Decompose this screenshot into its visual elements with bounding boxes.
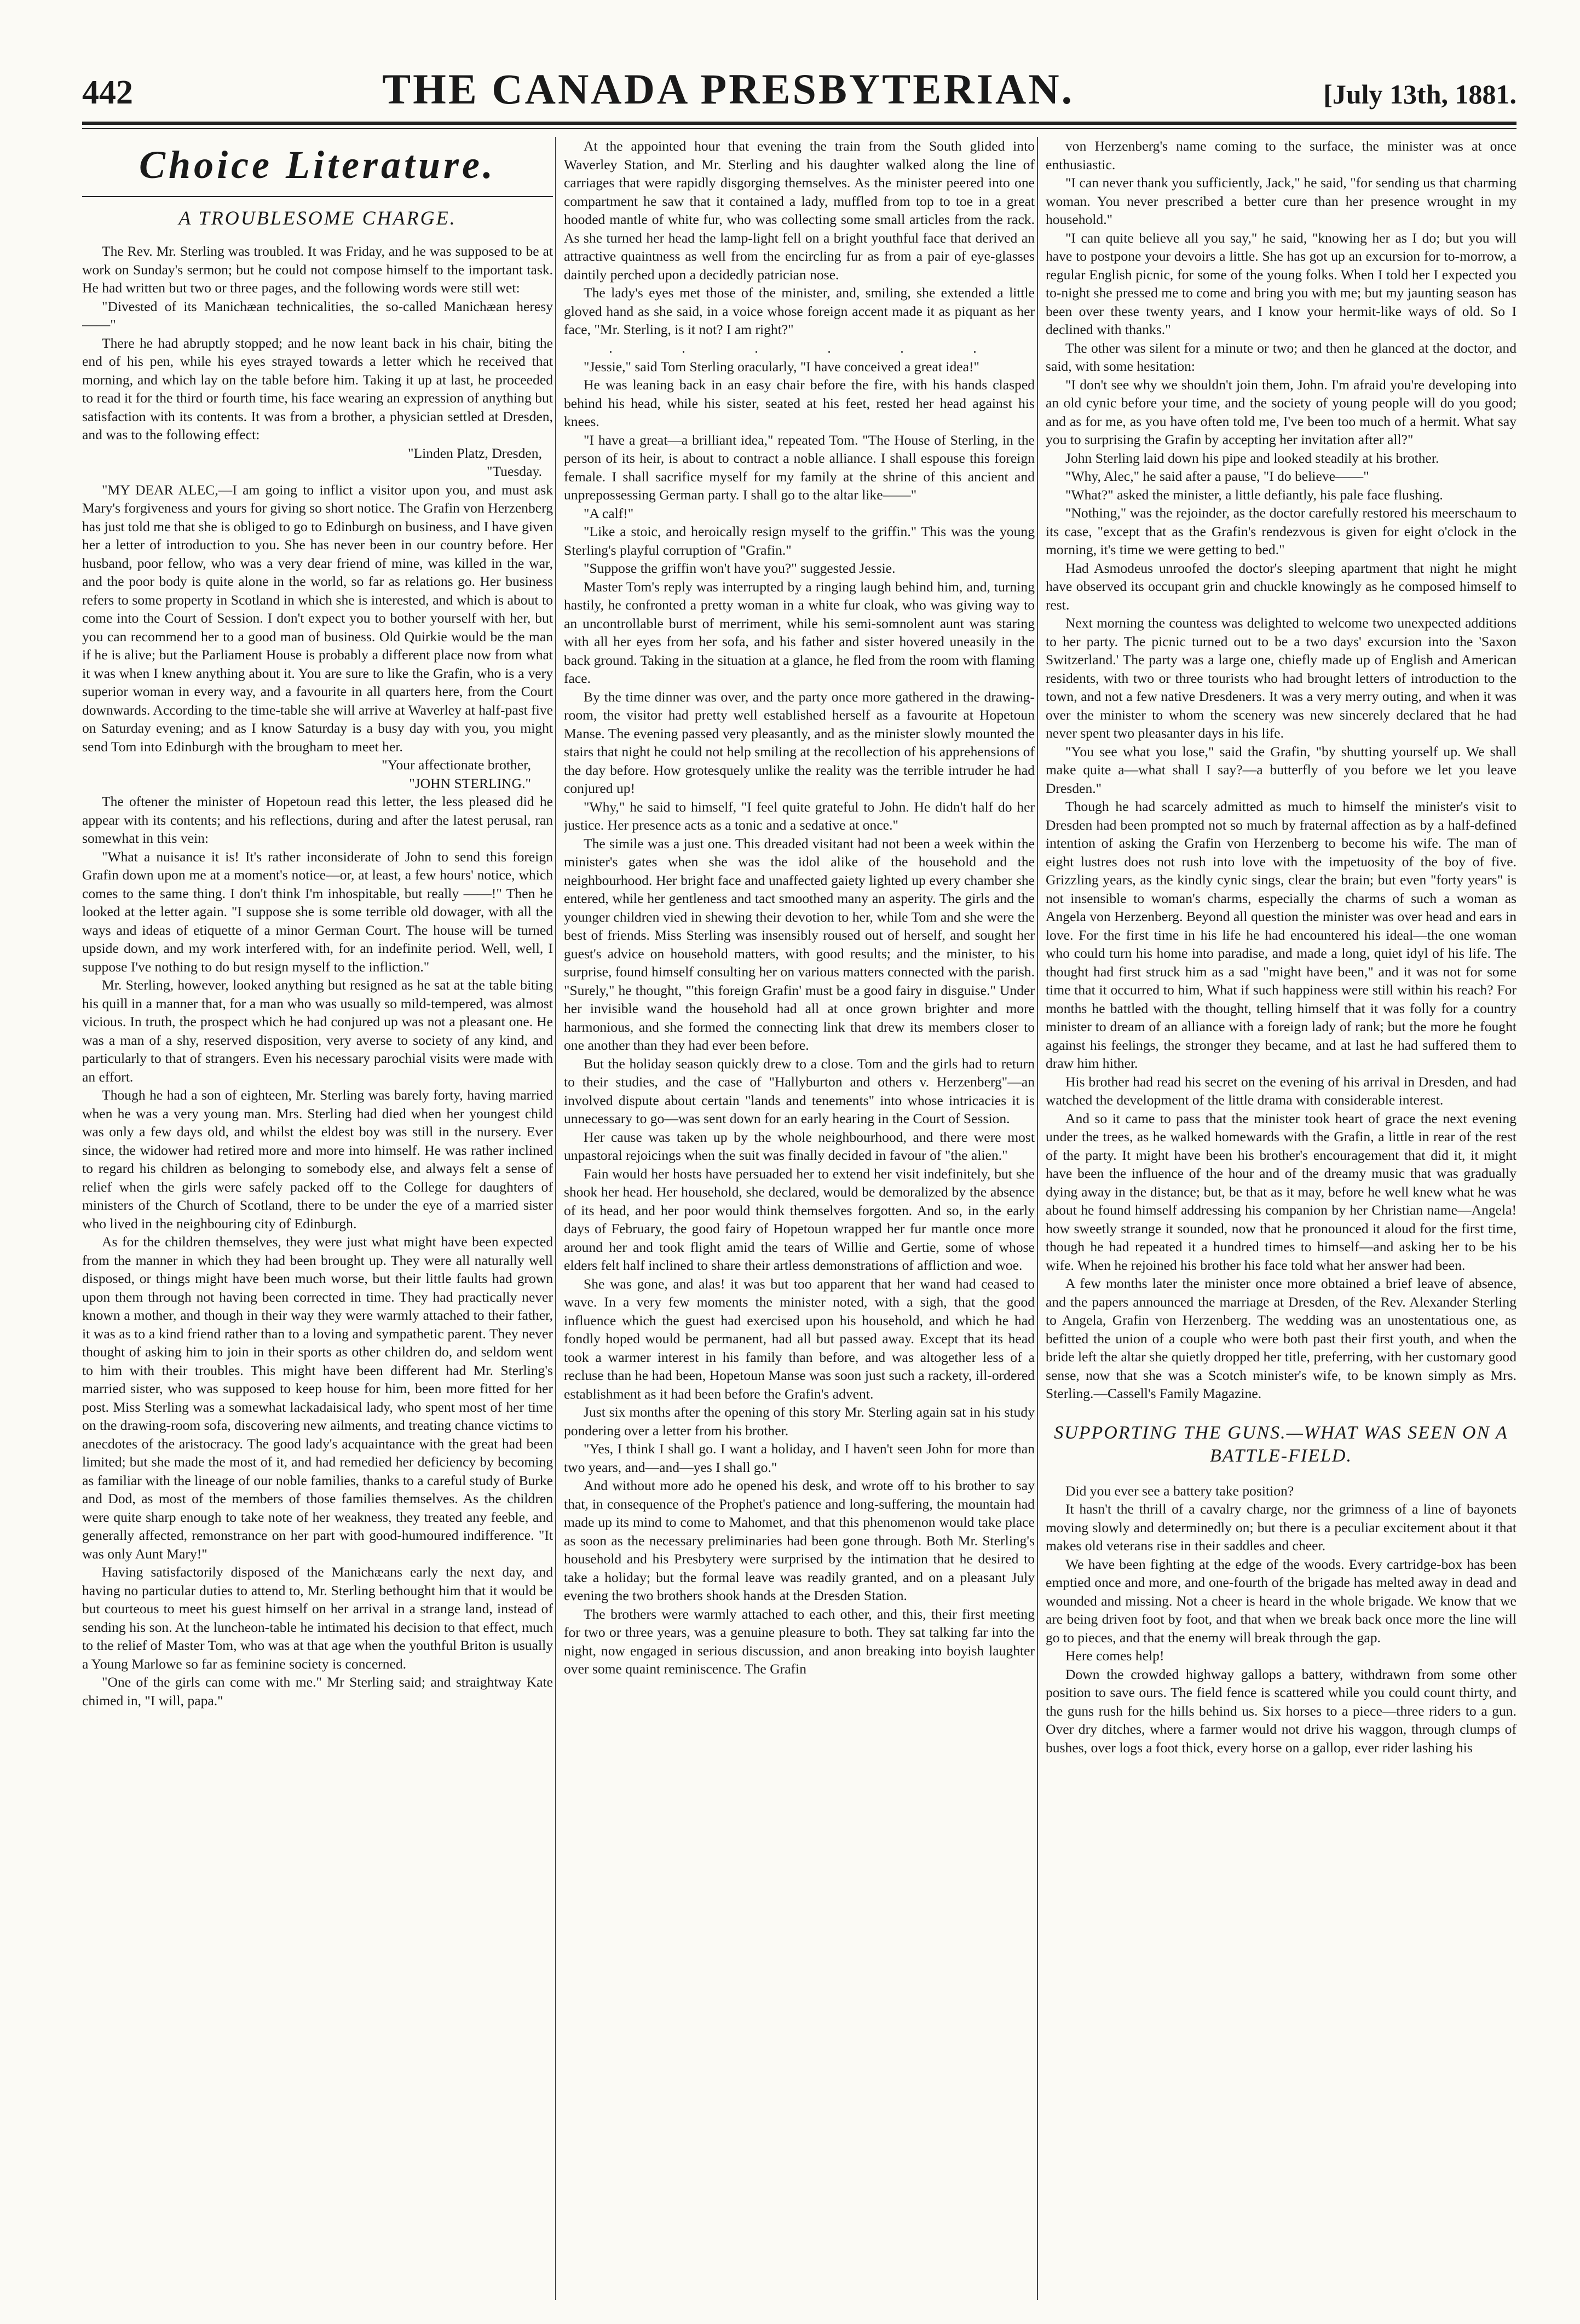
paragraph: "Yes, I think I shall go. I want a holiday, and I haven't seen John for more than two years, and—and—yes I shall go.": [564, 1441, 1035, 1475]
paragraph: Here comes help!: [1065, 1648, 1164, 1664]
paragraph: There he had abruptly stopped; and he now leant back in his chair, biting the end of his pen, while his eyes strayed towards a letter which he received that morning, and which lay on the table before him. Taking it up at last, he proceeded to read it for the third or fourth time, his face wearing an expression of anything but satisfaction with its contents. It was from a brother, a physician settled at Dresden, and was to the following effect:: [82, 335, 553, 442]
paragraph: Had Asmodeus unroofed the doctor's sleeping apartment that night he might have observed its occupant grin and chuckle knowingly as he composed himself to rest.: [1046, 560, 1516, 613]
paragraph: "Why," he said to himself, "I feel quite grateful to John. He didn't half do her justice. Her presence acts as a tonic and a sedative at once.": [564, 798, 1035, 833]
paragraph: And so it came to pass that the minister took heart of grace the next evening under the trees, as he walked homewards with the Grafin, a little in rear of the rest of the party. It might have been his brother's encouragement that did it, it might have been the influence of the hour and of the dreamy music that was gradually dying away in the distance; but, be that as it may, before he well knew what he was about he found himself addressing his companion by her Christian name—Angela! how sweetly strange it sounded, now that he pronounced it aloud for the first time, though he had repeated it a hundred times to himself—and asking her to be his wife. When he rejoined his brother his face told what her answer had been.: [1046, 1110, 1516, 1273]
story-title-2: SUPPORTING THE GUNS.—WHAT WAS SEEN ON A BATTLE-FIELD.: [1054, 1422, 1508, 1466]
paragraph: "Like a stoic, and heroically resign myself to the griffin." This was the young Sterling's playful corruption of "Grafin.": [564, 524, 1035, 558]
column-1-body: [82, 242, 553, 1710]
paragraph: Just six months after the opening of this story Mr. Sterling again sat in his study pondering over a letter from his brother.: [564, 1404, 1035, 1439]
masthead-rule-thin: [82, 128, 1516, 129]
paragraph: Next morning the countess was delighted to welcome two unexpected additions to her party. The picnic turned out to be a two days' excursion into the 'Saxon Switzerland.' The party was a large one, chiefly made up of English and American residents, with two or three tourists who had brought letters of introduction to the town, and not a few native Dresdeners. It was a very merry outing, and when it was over the minister to whom the scenery was new sincerely declared that he had never spent two pleasanter days in his life.: [1046, 615, 1516, 741]
paragraph: "Linden Platz, Dresden,: [408, 445, 542, 461]
paper-title: THE CANADA PRESBYTERIAN.: [382, 65, 1075, 113]
paragraph: The simile was a just one. This dreaded visitant had not been a week within the minister's gates when she was the idol alike of the household and the neighbourhood. Her bright face and unaffected gaiety lighted up every chamber she entered, while her gentleness and tact smoothed many an asperity. The girls and the younger children vied in shewing their devotion to her, while Tom and she were the best of friends. Miss Sterling was insensibly roused out of herself, and sought her guest's advice on household matters, with good results; and the minister, to his surprise, found himself consulting her on various matters connected with the parish. "Surely," he thought, "'this foreign Grafin' must be a good fairy in disguise." Under her invisible wand the household had all at once grown brighter and more harmonious, and she formed the connecting link that drew its members closer to one another than they had ever been before.: [564, 835, 1035, 1053]
paragraph: Having satisfactorily disposed of the Manichæans early the next day, and having no particular duties to attend to, Mr. Sterling bethought him that it would be but courteous to meet his guest himself on her arrival in a strange land, instead of sending his son. At the luncheon-table he intimated his decision to that effect, much to the relief of Master Tom, who was at that age when the youthful Briton is usually a Young Marlowe so far as feminine society is concerned.: [82, 1564, 553, 1672]
paragraph: "One of the girls can come with me." Mr Sterling said; and straightway Kate chimed in, "I will, papa.": [82, 1674, 553, 1709]
column-3-body: [1046, 137, 1516, 1403]
paragraph: "I can never thank you sufficiently, Jack," he said, "for sending us that charming woman. You never prescribed a better cure than her presence wrought in my household.": [1046, 175, 1516, 227]
paragraph: "Why, Alec," he said after a pause, "I do believe——": [1065, 468, 1369, 484]
masthead-rule: [82, 122, 1516, 125]
column-1: [82, 137, 553, 2300]
paragraph: As for the children themselves, they were just what might have been expected from the manner in which they had been brought up. They were all naturally well disposed, or things might have been much worse, but their little faults had grown upon them through not having been corrected in time. They had practically never known a mother, and though in their way they were warmly attached to their father, it was as to a kind friend rather than to a loving and sympathetic parent. They never thought of asking him to join in their sports as other children do, and seldom went to him with their troubles. This might have been different had Mr. Sterling's married sister, who was supposed to keep house for him, been more fitted for her post. Miss Sterling was a somewhat lackadaisical lady, who spent most of her time on the drawing-room sofa, discovering new ailments, and treating chance victims to anecdotes of the aristocracy. The good lady's acquaintance with the great had been limited; but she made the most of it, and had remedied her deficiency by becoming as familiar with the lineage of our noble families, thanks to a careful study of Burke and Dod, as most of the members of those families themselves. As the children were quite sharp enough to take note of her weakness, they treated any feeble, and generally affected, remonstrance on her part with good-humoured indifference. "It was only Aunt Mary!": [82, 1234, 553, 1562]
paragraph: The Rev. Mr. Sterling was troubled. It was Friday, and he was supposed to be at work on Sunday's sermon; but he could not compose himself to the important task. He had written but two or three pages, and the following words were still wet:: [82, 243, 553, 296]
paragraph: "A calf!": [584, 505, 634, 521]
paragraph: His brother had read his secret on the evening of his arrival in Dresden, and had watched the development of the little drama with considerable interest.: [1046, 1073, 1516, 1108]
story-title: A TROUBLESOME CHARGE.: [178, 207, 457, 229]
paragraph: "What?" asked the minister, a little defiantly, his pale face flushing.: [1065, 486, 1443, 503]
paragraph: We have been fighting at the edge of the woods. Every cartridge-box has been emptied once and more, and one-fourth of the brigade has melted away in dead and wounded and missing. Not a cheer is heard in the whole brigade. We know that we are being driven foot by foot, and that when we break back once more the line will go to pieces, and that the enemy will break through the gap.: [1046, 1556, 1516, 1646]
paragraph: The other was silent for a minute or two; and then he glanced at the doctor, and said, with some hesitation:: [1046, 340, 1516, 374]
paragraph: "MY DEAR ALEC,—I am going to inflict a visitor upon you, and must ask Mary's forgiveness and yours for giving so short notice. The Grafin von Herzenberg has just told me that she is obliged to go to Edinburgh on business, and I have given her a letter of introduction to you. She has never been in our country before. Her husband, poor fellow, who was a very dear friend of mine, was killed in the war, and the poor body is quite alone in the world, so far as relations go. Her business refers to some property in Scotland in which she is interested, and which is about to come into the Court of Session. I don't expect you to bother yourself with her, but you can recommend her to a good man of business. Old Quirkie would be the man if he is alive; but the Parliament House is probably a different place now from what it was when I knew anything about it. You are sure to like the Grafin, who is a very superior woman in every way, and a favourite in all quarters here, from the Court downwards. According to the time-table she will arrive at Waverley at half-past five on Saturday evening; and as I know Saturday is a busy day with you, you might send Tom into Edinburgh with the brougham to meet her.: [82, 481, 553, 755]
paragraph: "JOHN STERLING.": [409, 775, 531, 791]
column-3: [1046, 137, 1516, 2300]
paragraph: "I don't see why we shouldn't join them, John. I'm afraid you're developing into an old cynic before your time, and the society of young people will do you good; and as for me, as you have often told me, I've been too much of a hermit. What say you to surprising the Grafin by accepting her invitation after all?": [1046, 376, 1516, 447]
column-divider: [1037, 137, 1038, 2300]
paragraph: "Tuesday.: [487, 463, 542, 479]
page-number: 442: [82, 74, 133, 111]
paragraph: "Nothing," was the rejoinder, as the doctor carefully restored his meerschaum to its case, "except that as the Grafin's rendezvous is given for eight o'clock in the morning, it's time we were getting to bed.": [1046, 505, 1516, 557]
section-heading: Choice Literature.: [139, 143, 496, 187]
paragraph: At the appointed hour that evening the train from the South glided into Waverley Station, and Mr. Sterling and his daughter walked along the line of carriages that were rapidly disgorging themselves. As the minister peered into one compartment he saw that it contained a lady, muffled from top to toe in a great hooded mantle of white fur, who was collecting some small articles from the rack. As she turned her head the lamp-light fell on a bright youthful face that derived an attractive quaintness as well from the encircling fur as from a pair of eye-glasses daintily perched upon a decidedly patrician nose.: [564, 138, 1035, 283]
paragraph: "Suppose the griffin won't have you?" suggested Jessie.: [584, 560, 896, 576]
paragraph: He was leaning back in an easy chair before the fire, with his hands clasped behind his head, while his sister, seated at his feet, rested her head against his knees.: [564, 377, 1035, 429]
paragraph: A few months later the minister once more obtained a brief leave of absence, and the papers announced the marriage at Dresden, of the Rev. Alexander Sterling to Angela, Grafin von Herzenberg. The wedding was an unostentatious one, as befitted the union of a couple who were both past their first youth, and when the bride left the altar she quietly dropped her title, preferring, with her customary good sense, now that she was a Scotch minister's wife, to be known simply as Mrs. Sterling.—Cassell's Family Magazine.: [1046, 1275, 1516, 1401]
paragraph: "What a nuisance it is! It's rather inconsiderate of John to send this foreign Grafin down upon me at a moment's notice—or, at least, a few hours' notice, which comes to the same thing. I don't think I'm inhospitable, but really ——!" Then he looked at the letter again. "I suppose she is some terrible old dowager, with all the ways and ideas of etiquette of a minor German Court. The house will be turned upside down, and my work interfered with, for an indefinite period. Well, well, I suppose I've nothing to do but resign myself to the infliction.": [82, 848, 553, 975]
paragraph: Fain would her hosts have persuaded her to extend her visit indefinitely, but she shook her head. Her household, she declared, would be demoralized by the absence of its head, and her poor would think themselves forgotten. And so, in the early days of February, the good fairy of Hopetoun wrapped her fur mantle once more around her and took flight amid the tears of Willie and Gertie, some of whose elders felt half inclined to share their artless demonstrations of affliction and woe.: [564, 1165, 1035, 1273]
paragraph: Did you ever see a battery take position?: [1065, 1482, 1294, 1499]
paragraph: She was gone, and alas! it was but too apparent that her wand had ceased to wave. In a very few moments the minister noted, with a sigh, that the good influence which the guest had exercised upon his household, and which he had fondly hoped would be permanent, had all but passed away. Except that its head took a warmer interest in his family than before, and was altogether less of a recluse than he had been, Hopetoun Manse was soon just such a rackety, ill-ordered establishment as it had been before the Grafin's advent.: [564, 1275, 1035, 1402]
paragraph: Her cause was taken up by the whole neighbourhood, and there were most unpastoral rejoicings when the suit was finally decided in favour of "the alien.": [564, 1129, 1035, 1163]
paragraph: The oftener the minister of Hopetoun read this letter, the less pleased did he appear with its contents; and his reflections, during and after the latest perusal, ran somewhat in this vein:: [82, 793, 553, 846]
paragraph: "Jessie," said Tom Sterling oracularly, "I have conceived a great idea!": [584, 358, 979, 375]
column-2: [564, 137, 1035, 2300]
paragraph: The brothers were warmly attached to each other, and this, their first meeting for two or three years, was a genuine pleasure to both. They sat talking far into the night, now engaged in serious discussion, and anon breaking into boyish laughter over some quaint reminiscence. The Grafin: [564, 1606, 1035, 1677]
paragraph: . . . . . .: [609, 340, 1010, 356]
masthead: [82, 65, 1516, 114]
paragraph: "You see what you lose," said the Grafin, "by shutting yourself up. We shall make quite a—what shall I say?—a butterfly of you before we let you leave Dresden.": [1046, 743, 1516, 796]
paragraph: Though he had a son of eighteen, Mr. Sterling was barely forty, having married when he was a very young man. Mrs. Sterling had died when her youngest child was only a few days old, and whilst the eldest boy was still in the nursery. Ever since, the widower had retired more and more into himself. He was rather inclined to regard his children as belonging to somebody else, and always felt a sense of relief when the girls were safely packed off to the College for daughters of ministers of the Church of Scotland, there to be under the eye of a married sister who lived in the neighbouring city of Edinburgh.: [82, 1087, 553, 1232]
paragraph: Though he had scarcely admitted as much to himself the minister's visit to Dresden had been prompted not so much by fraternal affection as by a half-defined intention of asking the Grafin von Herzenberg to become his wife. The man of eight lustres does not rush into love with the impetuosity of the boy of five. Grizzling years, as the kindly cynic sings, clear the brain; but even "forty years" is not insensible to woman's charms, especially the charms of such a woman as Angela von Herzenberg. Beyond all question the minister was over head and ears in love. For the first time in his life he had encountered his ideal—the one woman who could turn his home into paradise, and made a long, quiet idyl of his life. The thought had first struck him as a sad "might have been," and it was not for some time that it occurred to him, What if such happiness were still within his reach? For months he battled with the thought, telling himself that it was folly for a country minister to dream of an alliance with a foreign lady of rank; but the more he fought against his feelings, the stronger they became, and at last he had suffered them to draw him hither.: [1046, 798, 1516, 1071]
paragraph: "Your affectionate brother,: [382, 757, 531, 773]
paragraph: Down the crowded highway gallops a battery, withdrawn from some other position to save ours. The field fence is scattered while you could count thirty, and the guns rush for the hills behind us. Six horses to a piece—three riders to a gun. Over dry ditches, where a farmer would not drive his waggon, through clumps of bushes, over logs a foot thick, every horse on a gallop, ever rider lashing his: [1046, 1666, 1516, 1756]
paragraph: It hasn't the thrill of a cavalry charge, nor the grimness of a line of bayonets moving slowly and determinedly on; but there is a peculiar excitement about it that makes old veterans rise in their saddles and cheer.: [1046, 1501, 1516, 1554]
paragraph: John Sterling laid down his pipe and looked steadily at his brother.: [1065, 450, 1439, 466]
paragraph: By the time dinner was over, and the party once more gathered in the drawing-room, the visitor had pretty well established herself as a favourite at Hopetoun Manse. The evening passed very pleasantly, and as the minister slowly mounted the stairs that night he could not help smiling at the recollection of his apprehensions of the day before. How grotesquely unlike the reality was the terrible intruder he had conjured up!: [564, 688, 1035, 796]
paragraph: The lady's eyes met those of the minister, and, smiling, she extended a little gloved hand as she said, in a voice whose foreign accent made it as piquant as her face, "Mr. Sterling, is it not? I am right?": [564, 285, 1035, 337]
paragraph: And without more ado he opened his desk, and wrote off to his brother to say that, in consequence of the Prophet's patience and long-suffering, the mountain had made up its mind to come to Mahomet, and that this phenomenon would take place as soon as the necessary preliminaries had been gone through. Both Mr. Sterling's household and his Presbytery were surprised by the intimation that he desired to take a holiday; but the formal leave was readily granted, and on a pleasant July evening the two brothers shook hands at the Dresden Station.: [564, 1477, 1035, 1603]
paragraph: Master Tom's reply was interrupted by a ringing laugh behind him, and, turning hastily, he confronted a pretty woman in a white fur cloak, who was giving way to an uncontrollable burst of merriment, while his semi-somnolent aunt was staring with all her eyes from her sofa, and his father and sister hovered uneasily in the back ground. Taking in the situation at a glance, he fled from the room with flaming face.: [564, 578, 1035, 686]
column-divider: [555, 137, 556, 2300]
issue-date: [July 13th, 1881.: [1323, 79, 1516, 110]
paragraph: Mr. Sterling, however, looked anything but resigned as he sat at the table biting his quill in a manner that, for a man who was usually so mild-tempered, was almost vicious. In truth, the prospect which he had conjured up was not a pleasant one. He was a man of a shy, reserved disposition, very averse to society of any kind, and particularly to that of strangers. Even his necessary parochial visits were made with an effort.: [82, 977, 553, 1085]
paragraph: "I can quite believe all you say," he said, "knowing her as I do; but you will have to postpone your devoirs a little. She has got up an excursion for to-morrow, a regular English picnic, for some of the young folks. When I told her I expected you to-night she pressed me to come and bring you with me; but my jaunting season has been over these twenty years, and I know your hermit-like ways of old. So I declined with thanks.": [1046, 229, 1516, 337]
story-2-body: [1046, 1482, 1516, 1757]
paragraph: "I have a great—a brilliant idea," repeated Tom. "The House of Sterling, in the person of its heir, is about to contract a noble alliance. I shall espouse this foreign female. I shall sacrifice myself for my family at the shrine of this ancient and unprepossessing German party. I shall go to the altar like——": [564, 432, 1035, 503]
paragraph: But the holiday season quickly drew to a close. Tom and the girls had to return to their studies, and the case of "Hallyburton and others v. Herzenberg"—an involved dispute about certain "lands and tenements" into whose intricacies it is unnecessary to go—was sent down for an early hearing in the Court of Session.: [564, 1055, 1035, 1126]
paragraph: "Divested of its Manichæan technicalities, the so-called Manichæan heresy——": [82, 298, 553, 332]
column-2-body: [564, 137, 1035, 1678]
section-rule: [82, 196, 553, 197]
paragraph: von Herzenberg's name coming to the surface, the minister was at once enthusiastic.: [1046, 138, 1516, 172]
